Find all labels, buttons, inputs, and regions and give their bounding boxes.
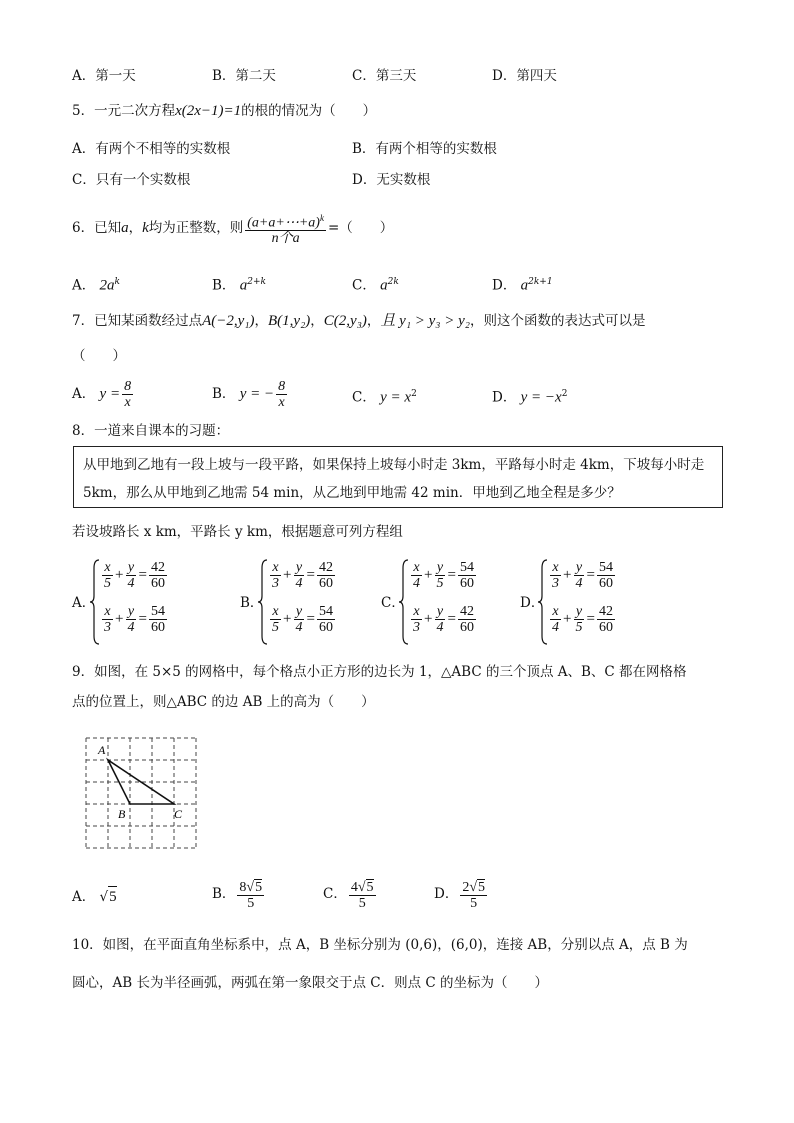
q5-option-c: C．只有一个实数根: [72, 172, 191, 188]
q6-option-b: B． $a^{2+k}$: [212, 277, 266, 294]
q10-stem-line1: 10．如图，在平面直角坐标系中，点 A，B 坐标分别为 (0,6)，(6,0)，连接 AB，分别以点 A，点 B 为: [72, 937, 688, 953]
q10-stem-line2: 圆心，AB 长为半径画弧，两弧在第一象限交于点 C．则点 C 的坐标为（ ）: [72, 975, 548, 991]
q7-option-d: D． $y = -x^2$: [492, 389, 568, 406]
q9-grid-figure: [82, 734, 200, 850]
vertex-label-c: C: [174, 807, 183, 821]
q4-option-b: B．第二天: [212, 68, 276, 84]
q5-option-b: B．有两个相等的实数根: [352, 141, 497, 157]
system-label: D．: [520, 595, 545, 611]
brace-icon: [538, 558, 548, 646]
q6-option-d: D． $a^{2k+1}$: [492, 277, 553, 294]
q7-paren: （ ）: [72, 348, 126, 364]
q5-option-a: A．有两个不相等的实数根: [72, 141, 231, 157]
brace-icon: [399, 558, 409, 646]
q5-equation: x(2x−1)=1: [175, 103, 242, 119]
brace-icon: [90, 558, 100, 646]
vertex-label-b: B: [118, 807, 126, 821]
equation-r2: $\frac{x}{3}$ + $\frac{y}{4}$ = $\frac{42}{60}$: [413, 604, 474, 635]
q9-stem-line1: 9．如图，在 5×5 的网格中，每个格点小正方形的边长为 1，△ABC 的三个顶点 A、B、C 都在网格格: [72, 664, 687, 680]
system-label: C．: [381, 595, 405, 611]
q6-option-c: C． $a^{2k}$: [352, 277, 399, 294]
q8-box-line2: 5km，那么从甲地到乙地需 54 min，从乙地到甲地需 42 min．甲地到乙地全程是多少？: [83, 485, 621, 501]
q7-option-a: A． y = $\frac{8}{x}$: [72, 379, 132, 410]
q7-option-b: B． y = − $\frac{8}{x}$: [212, 379, 286, 410]
q4-option-c: C．第三天: [352, 68, 417, 84]
q7-stem: 7．已知某函数经过点A(−2,y₁)，B(1,y₂)，C(2,y₃)，且 y₁ > y₃ > y₂，则这个函数的表达式可以是: [72, 313, 646, 329]
q6-stem: 6．已知a，k均为正整数，则 $\frac{(a+a+\cdots+a)^k}{\text{n个a}}$ =（ ）: [72, 212, 394, 247]
q6-fraction: $\frac{(a+a+\cdots+a)^k}{\text{n个a}}$: [247, 212, 324, 247]
q6-option-a: A． $2a^k$: [72, 277, 121, 294]
system-label: B．: [240, 595, 264, 611]
q9-option-a: A． √5: [72, 886, 117, 907]
q9-option-b: B． $\frac{8√5}{5}$: [212, 879, 263, 911]
equation-r2: $\frac{x}{5}$ + $\frac{y}{4}$ = $\frac{54}{60}$: [272, 604, 333, 635]
q7-option-c: C． $y = x^2$: [352, 389, 417, 406]
brace-icon: [258, 558, 268, 646]
equation-r2: $\frac{x}{3}$ + $\frac{y}{4}$ = $\frac{54}{60}$: [104, 604, 165, 635]
q8-option-b: [240, 558, 370, 648]
vertex-label-a: A: [98, 743, 106, 757]
equation-r1: $\frac{x}{4}$ + $\frac{y}{5}$ = $\frac{54}{60}$: [413, 560, 474, 591]
q5-option-d: D．无实数根: [352, 172, 431, 188]
q4-option-d: D．第四天: [492, 68, 557, 84]
q8-stem: 8．一道来自课本的习题：: [72, 423, 230, 439]
q8-option-c: [381, 558, 511, 648]
q8-option-d: [520, 558, 650, 648]
q8-assume: 若设坡路长 x km，平路长 y km，根据题意可列方程组: [72, 524, 403, 540]
equation-r1: $\frac{x}{3}$ + $\frac{y}{4}$ = $\frac{42}{60}$: [272, 560, 333, 591]
equation-r2: $\frac{x}{4}$ + $\frac{y}{5}$ = $\frac{42}{60}$: [552, 604, 613, 635]
q8-problem-box: [73, 446, 723, 508]
q5-stem: 5．一元二次方程x(2x−1)=1的根的情况为（ ）: [72, 103, 377, 119]
equation-r1: $\frac{x}{5}$ + $\frac{y}{4}$ = $\frac{42}{60}$: [104, 560, 165, 591]
equation-r1: $\frac{x}{3}$ + $\frac{y}{4}$ = $\frac{54}{60}$: [552, 560, 613, 591]
q9-option-d: D． $\frac{2√5}{5}$: [434, 879, 486, 911]
q9-option-c: C． $\frac{4√5}{5}$: [323, 879, 374, 911]
q8-box-line1: 从甲地到乙地有一段上坡与一段平路，如果保持上坡每小时走 3km，平路每小时走 4km，下坡每小时走: [83, 457, 705, 473]
q9-stem-line2: 点的位置上，则△ABC 的边 AB 上的高为（ ）: [72, 694, 375, 710]
system-label: A．: [72, 595, 96, 611]
q4-option-a: A．第一天: [72, 68, 136, 84]
q8-option-a: [72, 558, 202, 648]
